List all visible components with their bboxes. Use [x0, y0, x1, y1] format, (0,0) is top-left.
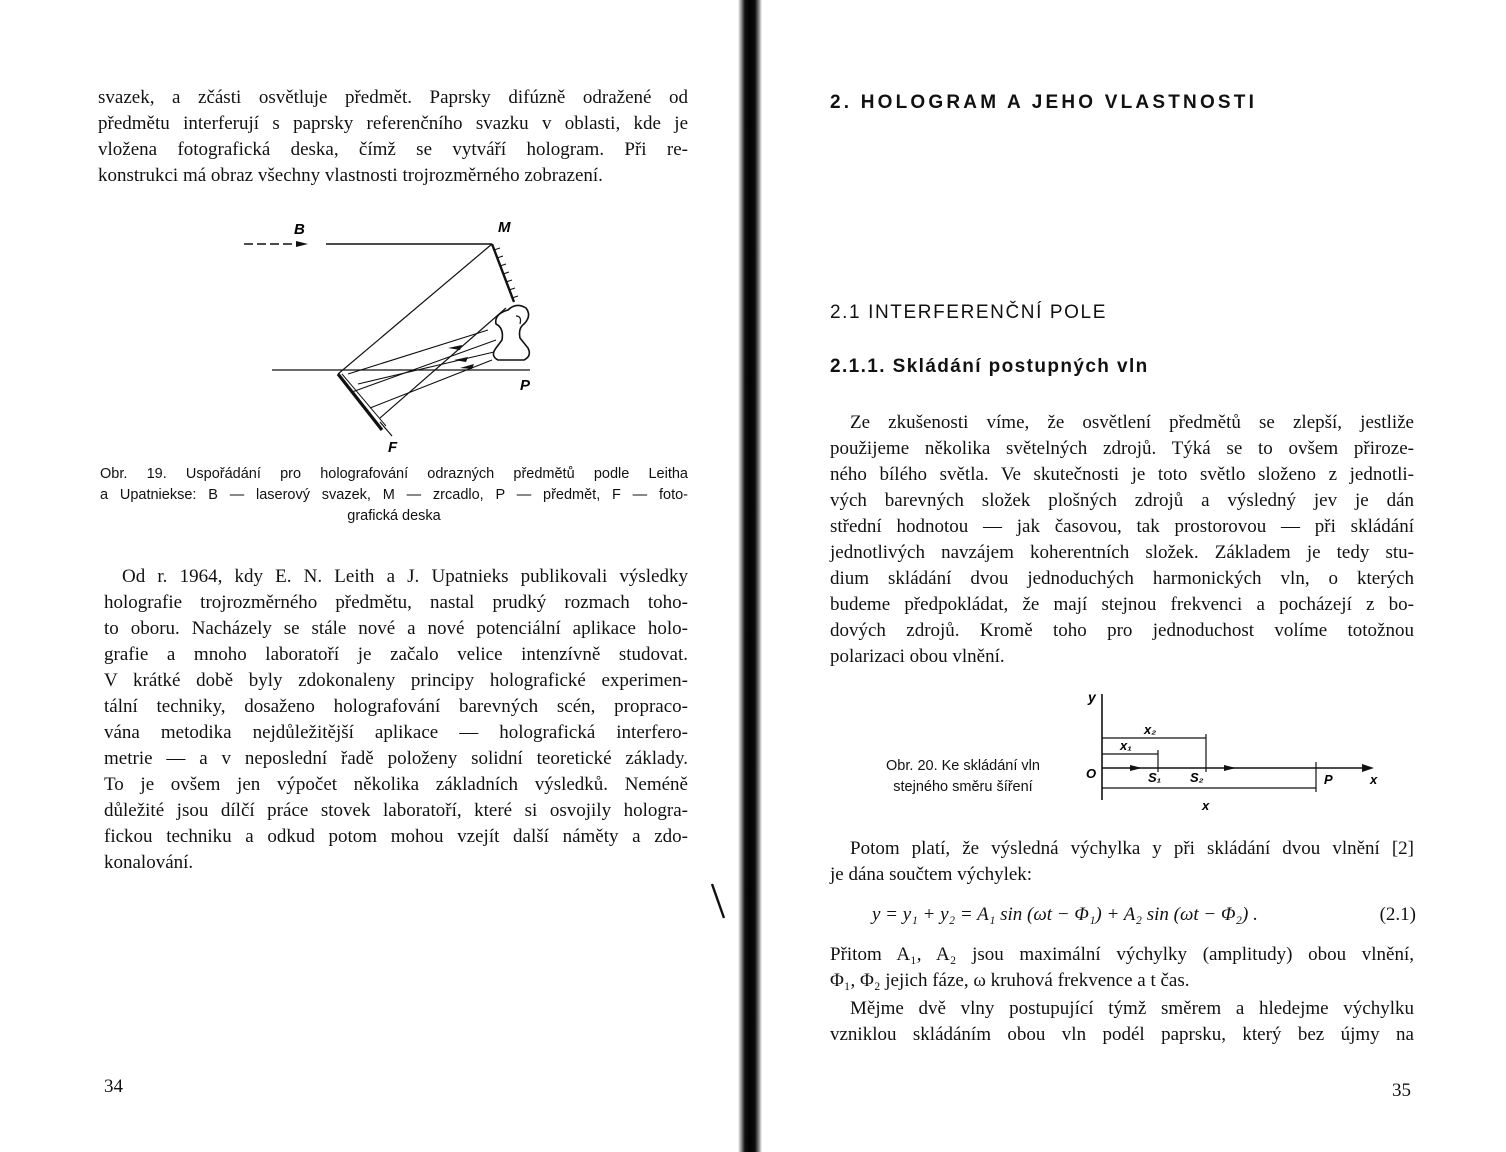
text-line: grafie a mnoho laboratoří je začalo velice intenzívně studovat. — [104, 644, 688, 665]
paragraph-1 — [830, 410, 1414, 670]
text-line: tální techniky, dosaženo holografování barevných scén, propraco- — [104, 696, 688, 717]
text-line: použijeme několika světelných zdrojů. Týká se to ovšem přiroze- — [830, 438, 1414, 459]
text-line: dových zdrojů. Kromě toho pro jednoduchost volíme totožnou — [830, 620, 1414, 641]
equation-body: y = y₁ + y₂ = A₁ sin (ωt − Φ₁) + A₂ sin (ωt − Φ₂) . — [872, 904, 1258, 925]
subsection-title: 2.1.1. Skládání postupných vln — [830, 356, 1149, 377]
page-number: 35 — [1392, 1080, 1411, 1101]
label-p: P — [520, 377, 531, 394]
text-line: Od r. 1964, kdy E. N. Leith a J. Upatnieks publikovali výsledky — [122, 566, 688, 587]
figure-20-caption — [860, 756, 1066, 798]
caption-line: Obr. 20. Ke skládání vln — [886, 758, 1040, 774]
left-page — [0, 0, 738, 1152]
text-line: polarizaci obou vlnění. — [830, 646, 1005, 667]
text-line: vložena fotografická deska, čímž se vytváří hologram. Při re- — [98, 139, 688, 160]
equation-2-1 — [872, 904, 1416, 926]
label-y: y — [1088, 689, 1096, 705]
text-line: jednotlivých navzájem koherentních složek. Základem je tedy stu- — [830, 542, 1414, 563]
text-line: to oboru. Nacházely se stále nové a nové potenciální aplikace holo- — [104, 618, 688, 639]
text-line: Mějme dvě vlny postupující týmž směrem a hledejme výchylku — [850, 998, 1414, 1019]
figure-19-diagram — [230, 208, 560, 458]
text-line: důležité jsou dílčí práce stovek laboratoří, které si osvojily hologra- — [104, 800, 688, 821]
text-line: holografie trojrozměrného předmětu, nastal prudký rozmach toho- — [104, 592, 688, 613]
label-p: P — [1324, 772, 1333, 787]
section-title: 2.1 INTERFERENČNÍ POLE — [830, 302, 1107, 323]
figure-20-diagram — [1080, 684, 1384, 816]
chapter-title: 2. HOLOGRAM A JEHO VLASTNOSTI — [830, 92, 1258, 113]
caption-line: grafická deska — [347, 508, 441, 524]
text-line: střední hodnotou — jak časovou, tak prostorovou — při skládání — [830, 516, 1414, 537]
text-line: je dána součtem výchylek: — [830, 864, 1033, 885]
text-line: konalování. — [104, 852, 194, 873]
right-page — [762, 0, 1506, 1152]
text-line: vána metodika nejdůležitější aplikace — holografická interfero- — [104, 722, 688, 743]
text-line: vých barevných složek plošných zdrojů a výsledný jev je dán — [830, 490, 1414, 511]
label-x2: x₂ — [1144, 722, 1157, 737]
label-origin: O — [1086, 766, 1097, 781]
text-line: metrie — a v neposlední řadě položeny solidní teoretické základy. — [104, 748, 688, 769]
paragraph-2 — [830, 836, 1414, 888]
caption-line: a Upatniekse: B — laserový svazek, M — zrcadlo, P — předmět, F — foto- — [100, 487, 688, 503]
figure-19-caption — [100, 464, 688, 527]
scan-mark — [706, 880, 732, 924]
text-line: ného bílého světla. Ve skutečnosti je toto světlo složeno z jednotli- — [830, 464, 1414, 485]
text-line: fickou techniku a odkud potom mohou vzejít další náměty a zdo- — [104, 826, 688, 847]
text-line: Ze zkušenosti víme, že osvětlení předmětů se zlepší, jestliže — [850, 412, 1414, 433]
caption-line: Obr. 19. Uspořádání pro holografování odrazných předmětů podle Leitha — [100, 466, 688, 482]
text-line: vzniklou skládáním obou vln podél paprsku, který bez újmy na — [830, 1024, 1414, 1045]
label-m: M — [498, 219, 511, 236]
paragraph-4 — [830, 996, 1414, 1048]
text-line: dium skládání dvou jednoduchých harmonických vln, o kterých — [830, 568, 1414, 589]
text-line: Potom platí, že výsledná výchylka y při skládání dvou vlnění [2] — [850, 838, 1414, 859]
text-line: Přitom A₁, A₂ jsou maximální výchylky (amplitudy) obou vlnění, — [830, 944, 1414, 965]
text-line: To je ovšem jen výpočet několika základních výsledků. Neméně — [104, 774, 688, 795]
label-x1: x₁ — [1120, 738, 1132, 753]
label-f: F — [388, 439, 398, 456]
top-paragraph — [98, 85, 688, 189]
text-line: V krátké době byly zdokonaleny principy holografické experimen- — [104, 670, 688, 691]
page-number: 34 — [104, 1076, 123, 1097]
label-b: B — [294, 221, 305, 238]
paragraph-3 — [830, 942, 1414, 994]
text-line: Φ₁, Φ₂ jejich fáze, ω kruhová frekvence a t čas. — [830, 970, 1190, 991]
text-line: předmětu interferují s paprsky referenčního svazku v oblasti, kde je — [98, 113, 688, 134]
text-line: budeme předpokládat, že mají stejnou frekvenci a pocházejí z bo- — [830, 594, 1414, 615]
text-line: konstrukci má obraz všechny vlastnosti trojrozměrného zobrazení. — [98, 165, 603, 186]
book-spine — [738, 0, 762, 1152]
label-s2: S₂ — [1190, 770, 1204, 785]
equation-number: (2.1) — [1379, 904, 1416, 925]
caption-line: stejného směru šíření — [893, 779, 1033, 795]
main-paragraph — [104, 564, 688, 876]
text-line: svazek, a zčásti osvětluje předmět. Paprsky difúzně odražené od — [98, 87, 688, 108]
label-s1: S₁ — [1148, 770, 1162, 785]
label-x-axis: x — [1370, 772, 1378, 787]
label-x-below: x — [1202, 798, 1210, 813]
